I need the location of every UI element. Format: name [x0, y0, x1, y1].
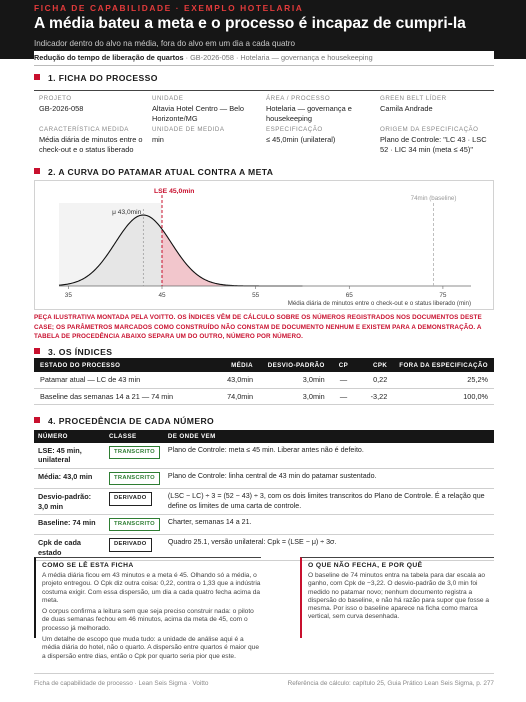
col-cpk: CPK	[356, 358, 393, 372]
col-numero: NÚMERO	[34, 430, 105, 443]
section-marker	[34, 168, 40, 174]
table-row: Patamar atual — LC de 43 min 43,0min 3,0min — 0,22 25,2%	[34, 372, 494, 388]
area-outside-spec	[162, 229, 302, 286]
project-meta: · GB-2026-058 · Hotelaria — governança e housekeeping	[183, 53, 373, 62]
capability-chart-svg	[35, 181, 493, 309]
section-title-ficha: 1. FICHA DO PROCESSO	[34, 73, 158, 83]
col-estado: ESTADO DO PROCESSO	[34, 358, 201, 372]
illustrative-disclaimer: PEÇA ILUSTRATIVA MONTADA PELA VOITTO. OS ÍNDICES VÊM DE CÁLCULO SOBRE OS NÚMEROS REGISTRADOS NOS DOCUMENTOS DESTE CASE; OS PARÂMETROS MARCADOS COMO CONSTRUÍDO NÃO CONSTAM DE DOCUMENTO NENHUM E EXISTEM PARA A DEMONSTRAÇÃO. A TABELA DE PROCEDÊNCIA ABAIXO SEPARA UM DO OUTRO, NÚMERO POR NÚMERO.	[34, 314, 482, 341]
page-subtitle: Indicador dentro do alvo na média, fora do alvo em um dia a cada quatro	[34, 39, 295, 48]
card-paragraph: O corpus confirma a leitura sem que seja preciso construir nada: o piloto de duas semanas fechou em 46 minutos, acima da meta de 45, com o processo já melhorado.	[42, 608, 254, 632]
card-title: COMO SE LÊ ESTA FICHA	[42, 562, 134, 569]
project-name: Redução do tempo de liberação de quartos	[34, 53, 184, 62]
x-tick-label: 45	[158, 292, 166, 299]
table-header-row	[34, 430, 494, 443]
table-row: Baseline: 74 min TRANSCRITO Charter, semanas 14 a 21.	[34, 515, 494, 535]
provenance-table	[34, 430, 494, 561]
baseline-label: 74min (baseline)	[410, 195, 457, 202]
x-tick-label: 35	[64, 292, 72, 299]
class-badge: DERIVADO	[109, 538, 152, 551]
field-caracteristica: CARACTERÍSTICA MEDIDA Média diária de minutos entre o check-out e o status liberado	[39, 126, 143, 154]
class-badge: TRANSCRITO	[109, 472, 160, 485]
footer-left: Ficha de capabilidade de processo · Lean Seis Sigma · Voitto	[34, 680, 209, 687]
field-especificacao: ESPECIFICAÇÃO ≤ 45,0min (unilateral)	[266, 126, 336, 144]
section-title-procedencia: 4. PROCEDÊNCIA DE CADA NÚMERO	[34, 416, 214, 426]
header-kicker: FICHA DE CAPABILIDADE · EXEMPLO HOTELARIA	[34, 3, 304, 13]
x-tick-label: 55	[252, 292, 260, 299]
reading-guide-card	[34, 557, 261, 660]
card-paragraph: Um detalhe de escopo que muda tudo: a unidade de análise aqui é a média diária do hotel, não o quarto. A dispersão entre quartos é maior que a dispersão entre dias, então o Cpk por quarto seria pior que este.	[42, 636, 260, 660]
col-origem: DE ONDE VEM	[164, 430, 494, 443]
col-fora: FORA DA ESPECIFICAÇÃO	[393, 358, 494, 372]
project-meta-line	[34, 51, 494, 66]
section-marker	[34, 74, 40, 80]
process-sheet	[34, 90, 494, 154]
table-row: Baseline das semanas 14 a 21 — 74 min 74,0min 3,0min — -3,22 100,0%	[34, 388, 494, 404]
col-cp: CP	[331, 358, 357, 372]
section-marker	[34, 417, 40, 423]
lse-label: LSE 45,0min	[154, 188, 195, 195]
page-title: A média bateu a meta e o processo é incapaz de cumpri-la	[34, 15, 466, 32]
x-tick-label: 75	[439, 292, 447, 299]
table-row: Desvio-padrão: 3,0 min DERIVADO (LSC − LC) ÷ 3 = (52 − 43) ÷ 3, com os dois limites transcritos do Plano de Controle. É a relação que define os limites de uma carta de controle.	[34, 489, 494, 515]
card-paragraph: A média diária ficou em 43 minutos e a meta é 45. Olhando só a média, o projeto entregou. O Cpk diz outra coisa: 0,22, contra o 1,33 que a indústria costuma exigir. Com essa dispersão, um dia a cada quatro fecha acima da meta.	[42, 572, 261, 604]
mean-label: μ 43,0min	[112, 209, 142, 216]
col-classe: CLASSE	[105, 430, 164, 443]
x-axis-label: Média diária de minutos entre o check-out e o status liberado (min)	[287, 300, 471, 307]
field-origem-especificacao: ORIGEM DA ESPECIFICAÇÃO Plano de Controle: "LC 43 · LSC 52 · LIC 34 min (meta ≤ 45)"	[380, 126, 487, 154]
caveats-card	[300, 557, 494, 638]
table-row: LSE: 45 min, unilateral TRANSCRITO Plano de Controle: meta ≤ 45 min. Liberar antes não é defeito.	[34, 443, 494, 468]
footer-reference: Referência de cálculo: capítulo 25, Guia Prático Lean Seis Sigma, p. 277	[287, 680, 494, 687]
x-tick-label: 65	[345, 292, 353, 299]
card-title: O QUE NÃO FECHA, E POR QUÊ	[308, 562, 423, 569]
indices-table	[34, 358, 494, 405]
field-unidade: UNIDADE Altavia Hotel Centro — Belo Horizonte/MG	[152, 95, 245, 123]
col-media: MÉDIA	[201, 358, 259, 372]
field-area-processo: ÁREA / PROCESSO Hotelaria — governança e housekeeping	[266, 95, 352, 123]
card-paragraph: O baseline de 74 minutos entra na tabela para dar escala ao ganho, com Cpk de −3,22. O desvio-padrão de 3,0 min foi medido no patamar novo; nenhum documento registra a dispersão do baseline, e não há razão para supor que fosse a mesma. Por isso o baseline aparece na ficha como marca vertical, sem curva desenhada.	[308, 572, 490, 621]
table-row: Cpk de cada estado DERIVADO Quadro 25.1, versão unilateral: Cpk = (LSE − μ) ÷ 3σ.	[34, 535, 494, 561]
class-badge: TRANSCRITO	[109, 518, 160, 531]
table-row: Média: 43,0 min TRANSCRITO Plano de Controle: linha central de 43 min do patamar sustentado.	[34, 468, 494, 488]
field-green-belt: GREEN BELT LÍDER Camila Andrade	[380, 95, 447, 113]
class-badge: DERIVADO	[109, 492, 152, 505]
field-unidade-medida: UNIDADE DE MEDIDA min	[152, 126, 225, 144]
section-title-curva: 2. A CURVA DO PATAMAR ATUAL CONTRA A META	[34, 167, 273, 177]
field-projeto: PROJETO GB-2026-058	[39, 95, 84, 113]
page-footer	[34, 673, 494, 687]
class-badge: TRANSCRITO	[109, 446, 160, 459]
col-desvio: DESVIO-PADRÃO	[259, 358, 331, 372]
section-title-indices: 3. OS ÍNDICES	[34, 347, 112, 357]
table-header-row	[34, 358, 494, 372]
section-marker	[34, 348, 40, 354]
capability-chart	[34, 180, 494, 310]
